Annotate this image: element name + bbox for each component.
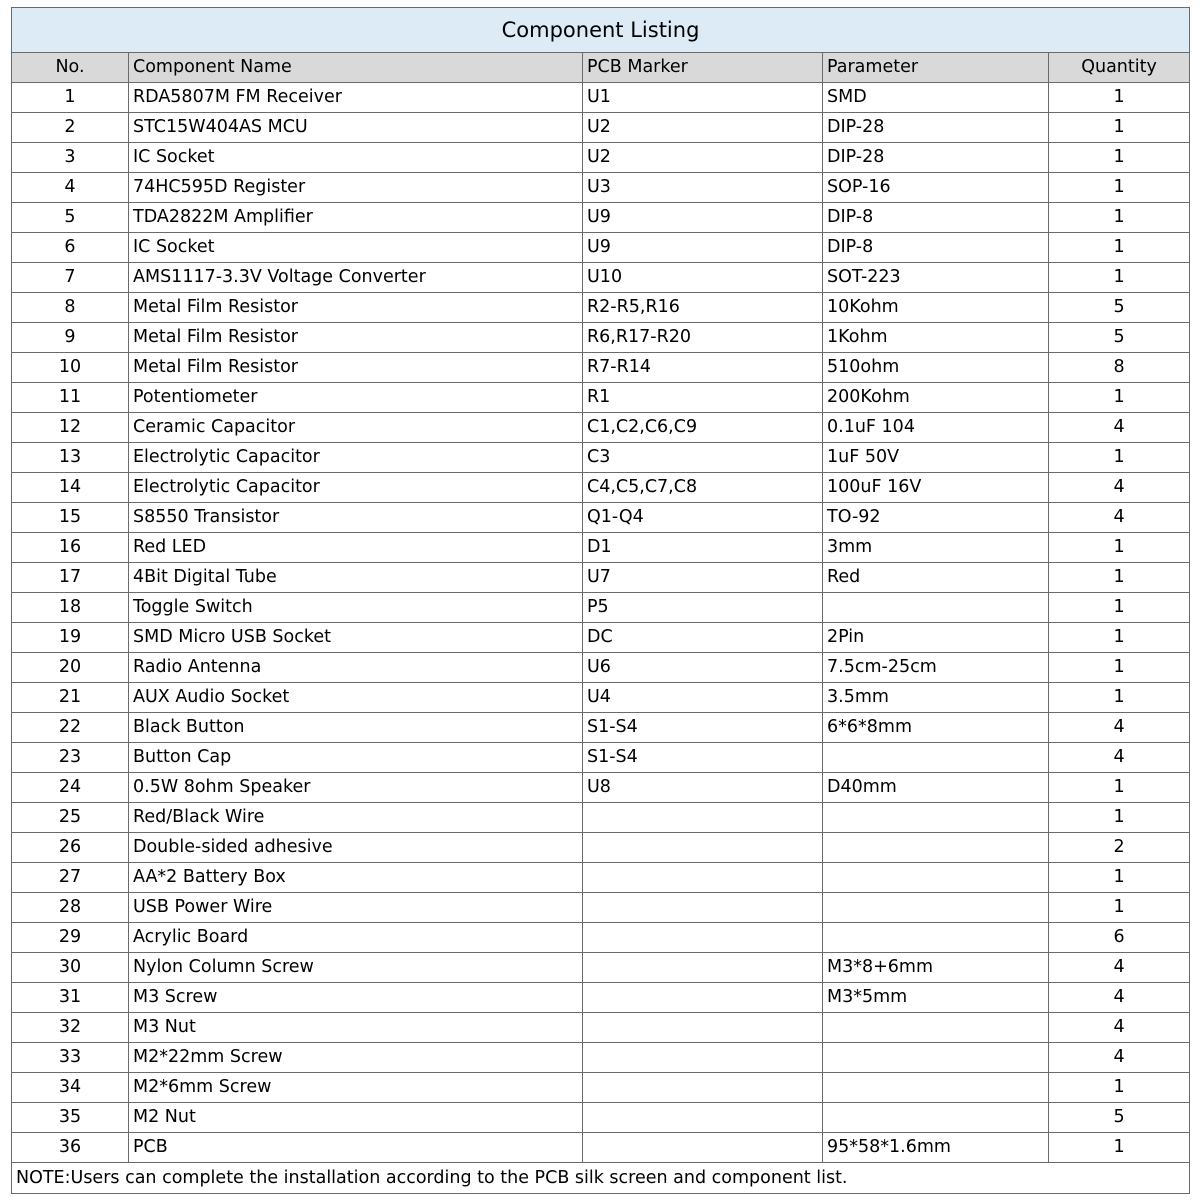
cell-no: 2 [12, 113, 129, 143]
table-row [12, 803, 1190, 833]
cell-pcb-marker [583, 983, 823, 1013]
table-row [12, 1013, 1190, 1043]
cell-parameter: DIP-8 [823, 233, 1049, 263]
table-row [12, 983, 1190, 1013]
title-row [12, 8, 1190, 53]
cell-component-name: RDA5807M FM Receiver [129, 83, 583, 113]
cell-parameter: SOT-223 [823, 263, 1049, 293]
cell-pcb-marker [583, 863, 823, 893]
cell-component-name: Metal Film Resistor [129, 293, 583, 323]
cell-parameter [823, 803, 1049, 833]
cell-pcb-marker: R7-R14 [583, 353, 823, 383]
cell-quantity: 1 [1049, 773, 1190, 803]
cell-parameter [823, 1073, 1049, 1103]
cell-no: 34 [12, 1073, 129, 1103]
cell-quantity: 4 [1049, 413, 1190, 443]
cell-parameter: 10Kohm [823, 293, 1049, 323]
cell-component-name: AUX Audio Socket [129, 683, 583, 713]
cell-parameter: 7.5cm-25cm [823, 653, 1049, 683]
cell-component-name: IC Socket [129, 233, 583, 263]
cell-component-name: AMS1117-3.3V Voltage Converter [129, 263, 583, 293]
cell-pcb-marker [583, 1073, 823, 1103]
cell-no: 24 [12, 773, 129, 803]
cell-parameter: D40mm [823, 773, 1049, 803]
cell-parameter [823, 1013, 1049, 1043]
cell-parameter: 1uF 50V [823, 443, 1049, 473]
cell-quantity: 1 [1049, 863, 1190, 893]
cell-component-name: IC Socket [129, 143, 583, 173]
cell-no: 23 [12, 743, 129, 773]
cell-no: 3 [12, 143, 129, 173]
table-row [12, 863, 1190, 893]
cell-no: 14 [12, 473, 129, 503]
header-row [12, 53, 1190, 83]
table-row [12, 683, 1190, 713]
cell-quantity: 4 [1049, 953, 1190, 983]
cell-parameter: DIP-28 [823, 113, 1049, 143]
cell-no: 26 [12, 833, 129, 863]
cell-quantity: 4 [1049, 1013, 1190, 1043]
table-row [12, 113, 1190, 143]
cell-component-name: S8550 Transistor [129, 503, 583, 533]
cell-no: 30 [12, 953, 129, 983]
table-row [12, 293, 1190, 323]
table-row [12, 203, 1190, 233]
cell-quantity: 1 [1049, 683, 1190, 713]
cell-no: 27 [12, 863, 129, 893]
cell-pcb-marker: U6 [583, 653, 823, 683]
cell-parameter [823, 743, 1049, 773]
cell-parameter [823, 863, 1049, 893]
cell-parameter: 200Kohm [823, 383, 1049, 413]
cell-quantity: 5 [1049, 293, 1190, 323]
table-title: Component Listing [12, 8, 1190, 53]
cell-no: 17 [12, 563, 129, 593]
cell-component-name: M3 Nut [129, 1013, 583, 1043]
table-row [12, 413, 1190, 443]
cell-component-name: Acrylic Board [129, 923, 583, 953]
cell-parameter: TO-92 [823, 503, 1049, 533]
cell-no: 35 [12, 1103, 129, 1133]
cell-component-name: M3 Screw [129, 983, 583, 1013]
cell-parameter: 3mm [823, 533, 1049, 563]
table-row [12, 563, 1190, 593]
column-header-parameter: Parameter [823, 53, 1049, 83]
cell-no: 18 [12, 593, 129, 623]
cell-component-name: Toggle Switch [129, 593, 583, 623]
table-row [12, 653, 1190, 683]
cell-no: 15 [12, 503, 129, 533]
cell-component-name: Double-sided adhesive [129, 833, 583, 863]
cell-parameter [823, 593, 1049, 623]
cell-quantity: 1 [1049, 1073, 1190, 1103]
table-row [12, 503, 1190, 533]
cell-pcb-marker: U4 [583, 683, 823, 713]
cell-pcb-marker: U10 [583, 263, 823, 293]
cell-no: 31 [12, 983, 129, 1013]
cell-component-name: Black Button [129, 713, 583, 743]
cell-pcb-marker: U9 [583, 203, 823, 233]
cell-parameter: M3*8+6mm [823, 953, 1049, 983]
cell-pcb-marker: U8 [583, 773, 823, 803]
cell-parameter [823, 923, 1049, 953]
table-body [12, 83, 1190, 1163]
cell-quantity: 1 [1049, 653, 1190, 683]
column-header-name: Component Name [129, 53, 583, 83]
cell-pcb-marker [583, 1103, 823, 1133]
table-row [12, 623, 1190, 653]
table-row [12, 173, 1190, 203]
cell-quantity: 1 [1049, 83, 1190, 113]
cell-quantity: 4 [1049, 713, 1190, 743]
table-row [12, 473, 1190, 503]
cell-pcb-marker: U1 [583, 83, 823, 113]
cell-quantity: 1 [1049, 263, 1190, 293]
cell-no: 9 [12, 323, 129, 353]
cell-parameter: 2Pin [823, 623, 1049, 653]
cell-no: 13 [12, 443, 129, 473]
cell-quantity: 1 [1049, 1133, 1190, 1163]
cell-parameter: DIP-8 [823, 203, 1049, 233]
component-listing-sheet [11, 7, 1189, 1194]
cell-quantity: 5 [1049, 323, 1190, 353]
table-row [12, 233, 1190, 263]
table-row [12, 593, 1190, 623]
cell-no: 28 [12, 893, 129, 923]
table-row [12, 1073, 1190, 1103]
table-row [12, 713, 1190, 743]
cell-component-name: Nylon Column Screw [129, 953, 583, 983]
table-row [12, 323, 1190, 353]
cell-quantity: 4 [1049, 1043, 1190, 1073]
column-header-marker: PCB Marker [583, 53, 823, 83]
cell-parameter: M3*5mm [823, 983, 1049, 1013]
cell-component-name: Ceramic Capacitor [129, 413, 583, 443]
cell-no: 12 [12, 413, 129, 443]
table-row [12, 743, 1190, 773]
cell-no: 21 [12, 683, 129, 713]
table-row [12, 833, 1190, 863]
cell-parameter [823, 833, 1049, 863]
cell-quantity: 1 [1049, 143, 1190, 173]
cell-no: 29 [12, 923, 129, 953]
table-row [12, 953, 1190, 983]
cell-pcb-marker: U3 [583, 173, 823, 203]
cell-pcb-marker [583, 833, 823, 863]
cell-component-name: 0.5W 8ohm Speaker [129, 773, 583, 803]
cell-component-name: Electrolytic Capacitor [129, 443, 583, 473]
cell-quantity: 4 [1049, 743, 1190, 773]
cell-pcb-marker [583, 803, 823, 833]
component-table [11, 7, 1190, 1194]
cell-no: 16 [12, 533, 129, 563]
cell-component-name: USB Power Wire [129, 893, 583, 923]
cell-pcb-marker: S1-S4 [583, 713, 823, 743]
table-row [12, 353, 1190, 383]
cell-quantity: 1 [1049, 443, 1190, 473]
table-row [12, 263, 1190, 293]
cell-component-name: 74HC595D Register [129, 173, 583, 203]
cell-quantity: 1 [1049, 113, 1190, 143]
column-header-quantity: Quantity [1049, 53, 1190, 83]
cell-component-name: AA*2 Battery Box [129, 863, 583, 893]
cell-pcb-marker [583, 1043, 823, 1073]
table-row [12, 533, 1190, 563]
table-row [12, 83, 1190, 113]
cell-pcb-marker [583, 1133, 823, 1163]
cell-quantity: 1 [1049, 563, 1190, 593]
cell-parameter: 6*6*8mm [823, 713, 1049, 743]
cell-parameter: 100uF 16V [823, 473, 1049, 503]
cell-pcb-marker: C1,C2,C6,C9 [583, 413, 823, 443]
cell-quantity: 5 [1049, 1103, 1190, 1133]
cell-no: 5 [12, 203, 129, 233]
cell-pcb-marker [583, 923, 823, 953]
cell-parameter [823, 893, 1049, 923]
cell-quantity: 1 [1049, 803, 1190, 833]
cell-component-name: Potentiometer [129, 383, 583, 413]
cell-component-name: Button Cap [129, 743, 583, 773]
cell-pcb-marker: D1 [583, 533, 823, 563]
note-row [12, 1163, 1190, 1194]
cell-parameter: Red [823, 563, 1049, 593]
cell-no: 8 [12, 293, 129, 323]
cell-component-name: SMD Micro USB Socket [129, 623, 583, 653]
cell-pcb-marker: S1-S4 [583, 743, 823, 773]
cell-quantity: 1 [1049, 623, 1190, 653]
cell-component-name: STC15W404AS MCU [129, 113, 583, 143]
cell-component-name: TDA2822M Amplifier [129, 203, 583, 233]
table-row [12, 893, 1190, 923]
cell-no: 10 [12, 353, 129, 383]
cell-quantity: 1 [1049, 533, 1190, 563]
cell-quantity: 4 [1049, 503, 1190, 533]
cell-no: 20 [12, 653, 129, 683]
cell-quantity: 1 [1049, 233, 1190, 263]
cell-component-name: Metal Film Resistor [129, 353, 583, 383]
table-row [12, 1043, 1190, 1073]
cell-parameter [823, 1103, 1049, 1133]
cell-component-name: PCB [129, 1133, 583, 1163]
cell-no: 33 [12, 1043, 129, 1073]
cell-parameter: DIP-28 [823, 143, 1049, 173]
cell-no: 7 [12, 263, 129, 293]
cell-no: 1 [12, 83, 129, 113]
cell-no: 11 [12, 383, 129, 413]
column-header-no: No. [12, 53, 129, 83]
cell-no: 6 [12, 233, 129, 263]
cell-pcb-marker: DC [583, 623, 823, 653]
cell-quantity: 8 [1049, 353, 1190, 383]
cell-component-name: Radio Antenna [129, 653, 583, 683]
cell-pcb-marker: U9 [583, 233, 823, 263]
cell-parameter: 510ohm [823, 353, 1049, 383]
cell-pcb-marker: C3 [583, 443, 823, 473]
cell-pcb-marker [583, 1013, 823, 1043]
table-row [12, 773, 1190, 803]
table-row [12, 383, 1190, 413]
cell-no: 22 [12, 713, 129, 743]
cell-quantity: 1 [1049, 383, 1190, 413]
cell-quantity: 2 [1049, 833, 1190, 863]
cell-component-name: M2 Nut [129, 1103, 583, 1133]
cell-parameter [823, 1043, 1049, 1073]
table-row [12, 443, 1190, 473]
cell-parameter: 95*58*1.6mm [823, 1133, 1049, 1163]
cell-no: 4 [12, 173, 129, 203]
cell-pcb-marker: P5 [583, 593, 823, 623]
cell-pcb-marker: U2 [583, 143, 823, 173]
cell-parameter: 0.1uF 104 [823, 413, 1049, 443]
cell-component-name: 4Bit Digital Tube [129, 563, 583, 593]
cell-pcb-marker: R2-R5,R16 [583, 293, 823, 323]
cell-quantity: 1 [1049, 173, 1190, 203]
cell-pcb-marker [583, 953, 823, 983]
cell-pcb-marker: R1 [583, 383, 823, 413]
cell-component-name: Electrolytic Capacitor [129, 473, 583, 503]
cell-pcb-marker: Q1-Q4 [583, 503, 823, 533]
cell-component-name: M2*6mm Screw [129, 1073, 583, 1103]
cell-no: 25 [12, 803, 129, 833]
table-row [12, 143, 1190, 173]
cell-pcb-marker: U2 [583, 113, 823, 143]
table-row [12, 1133, 1190, 1163]
cell-pcb-marker: U7 [583, 563, 823, 593]
cell-quantity: 6 [1049, 923, 1190, 953]
cell-no: 36 [12, 1133, 129, 1163]
table-row [12, 1103, 1190, 1133]
cell-parameter: SOP-16 [823, 173, 1049, 203]
cell-no: 32 [12, 1013, 129, 1043]
cell-quantity: 1 [1049, 203, 1190, 233]
cell-component-name: M2*22mm Screw [129, 1043, 583, 1073]
cell-component-name: Red/Black Wire [129, 803, 583, 833]
cell-component-name: Red LED [129, 533, 583, 563]
cell-quantity: 4 [1049, 983, 1190, 1013]
cell-pcb-marker: R6,R17-R20 [583, 323, 823, 353]
note-text: NOTE:Users can complete the installation according to the PCB silk screen and component list. [12, 1163, 1190, 1194]
cell-component-name: Metal Film Resistor [129, 323, 583, 353]
cell-quantity: 4 [1049, 473, 1190, 503]
cell-parameter: SMD [823, 83, 1049, 113]
cell-quantity: 1 [1049, 593, 1190, 623]
cell-parameter: 3.5mm [823, 683, 1049, 713]
cell-parameter: 1Kohm [823, 323, 1049, 353]
cell-pcb-marker [583, 893, 823, 923]
cell-pcb-marker: C4,C5,C7,C8 [583, 473, 823, 503]
table-row [12, 923, 1190, 953]
cell-quantity: 1 [1049, 893, 1190, 923]
cell-no: 19 [12, 623, 129, 653]
